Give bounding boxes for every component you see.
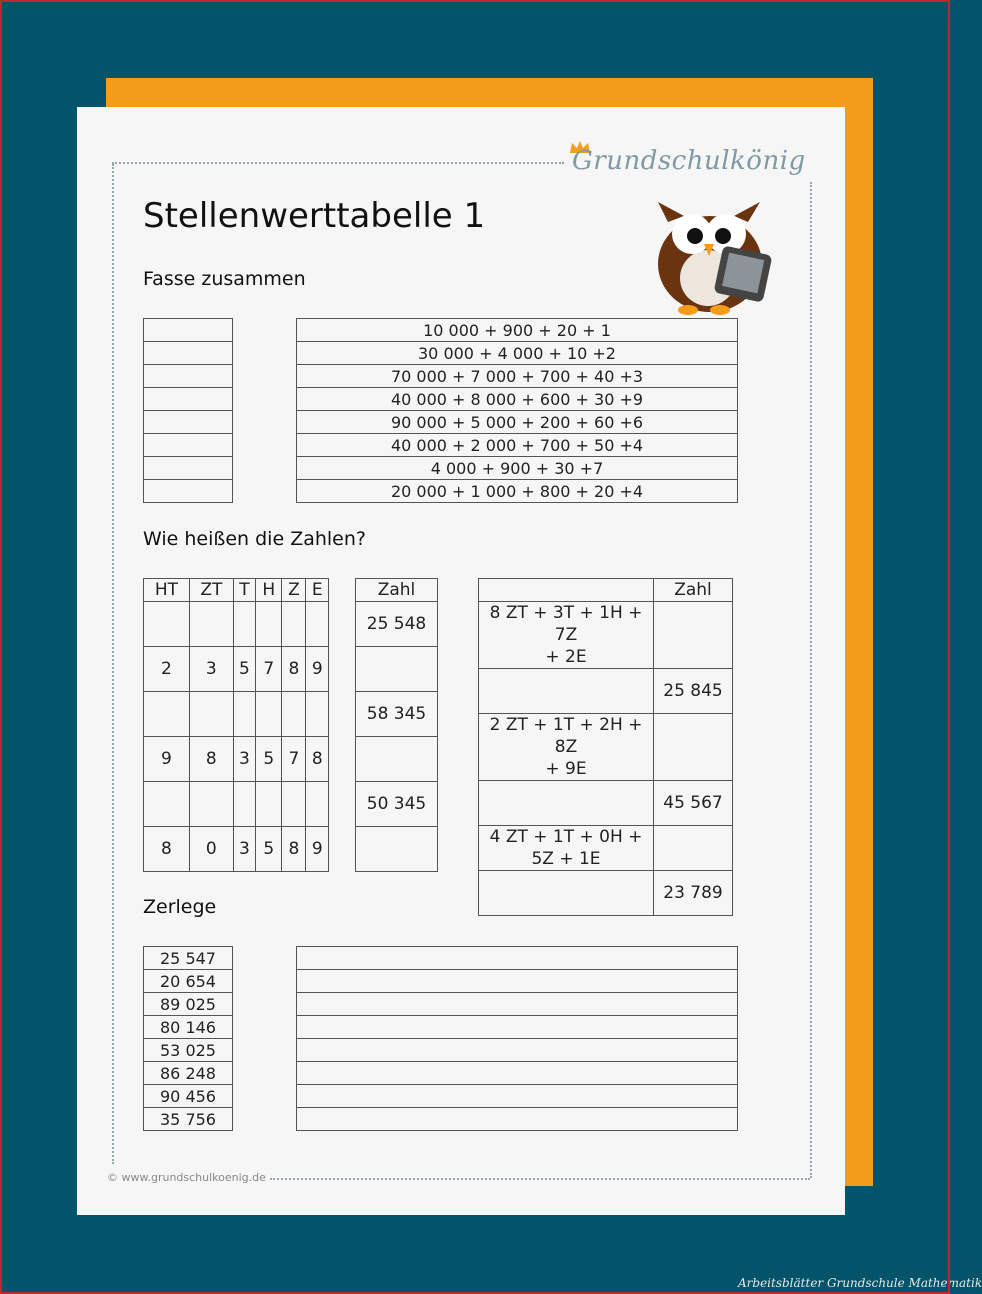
place-header-cell: HT xyxy=(144,579,190,602)
table-row xyxy=(144,827,329,872)
answer-cell xyxy=(144,457,233,480)
expression-line: 5Z + 1E xyxy=(531,849,601,869)
sum-cell: 30 000 + 4 000 + 10 +2 xyxy=(297,342,738,365)
number-cell: 50 345 xyxy=(356,782,438,827)
place-cell: 7 xyxy=(256,647,282,692)
answer-cell xyxy=(297,1039,738,1062)
answer-cell xyxy=(144,411,233,434)
expression-cell xyxy=(479,602,654,669)
combine-sums-table xyxy=(296,318,738,503)
expression-cell xyxy=(479,669,654,714)
table-row xyxy=(144,1108,233,1131)
sum-cell: 40 000 + 8 000 + 600 + 30 +9 xyxy=(297,388,738,411)
place-cell xyxy=(256,602,282,647)
place-cell xyxy=(306,782,329,827)
place-cell: 0 xyxy=(189,827,233,872)
table-row xyxy=(297,1108,738,1131)
table-row xyxy=(297,1062,738,1085)
expression-line: 2 ZT + 1T + 2H + 8Z xyxy=(489,715,643,757)
expression-line: + 9E xyxy=(545,759,587,779)
table-row xyxy=(144,480,233,503)
table-row xyxy=(144,993,233,1016)
table-row xyxy=(297,480,738,503)
place-cell: 9 xyxy=(306,827,329,872)
decompose-number-cell: 20 654 xyxy=(144,970,233,993)
answer-cell xyxy=(144,480,233,503)
place-cell xyxy=(233,782,255,827)
place-cell xyxy=(189,692,233,737)
expression-header-empty xyxy=(479,579,654,602)
place-cell xyxy=(233,602,255,647)
number-table-header: Zahl xyxy=(356,579,438,602)
sum-cell: 4 000 + 900 + 30 +7 xyxy=(297,457,738,480)
table-row xyxy=(297,947,738,970)
answer-cell xyxy=(144,319,233,342)
decompose-number-cell: 90 456 xyxy=(144,1085,233,1108)
expression-table-header: Zahl xyxy=(654,579,733,602)
expression-line: 4 ZT + 1T + 0H + xyxy=(489,827,643,847)
place-cell: 3 xyxy=(233,827,255,872)
expression-number-cell: 45 567 xyxy=(654,781,733,826)
table-row xyxy=(144,692,329,737)
expression-table xyxy=(478,578,733,916)
dotted-border-bottom xyxy=(270,1178,810,1180)
expression-number-cell xyxy=(654,714,733,781)
place-cell xyxy=(233,692,255,737)
place-cell: 7 xyxy=(282,737,306,782)
dotted-border-right xyxy=(810,182,812,1178)
answer-cell xyxy=(144,388,233,411)
decompose-numbers-table xyxy=(143,946,233,1131)
table-row xyxy=(144,434,233,457)
place-header-cell: E xyxy=(306,579,329,602)
place-header-cell: H xyxy=(256,579,282,602)
place-cell xyxy=(306,692,329,737)
decompose-number-cell: 25 547 xyxy=(144,947,233,970)
table-row xyxy=(356,647,438,692)
table-row xyxy=(144,365,233,388)
table-row xyxy=(479,781,733,826)
expression-number-cell xyxy=(654,602,733,669)
place-cell xyxy=(306,602,329,647)
table-row xyxy=(297,365,738,388)
decompose-number-cell: 89 025 xyxy=(144,993,233,1016)
table-row xyxy=(356,692,438,737)
place-cell xyxy=(282,692,306,737)
place-cell: 2 xyxy=(144,647,190,692)
answer-cell xyxy=(144,434,233,457)
place-cell xyxy=(144,782,190,827)
place-cell: 3 xyxy=(233,737,255,782)
place-cell: 8 xyxy=(189,737,233,782)
place-header-cell: T xyxy=(233,579,255,602)
sum-cell: 10 000 + 900 + 20 + 1 xyxy=(297,319,738,342)
combine-answer-table xyxy=(143,318,233,503)
place-cell xyxy=(144,692,190,737)
table-row xyxy=(144,947,233,970)
section-heading-decompose: Zerlege xyxy=(143,896,217,918)
table-row xyxy=(144,411,233,434)
decompose-number-cell: 35 756 xyxy=(144,1108,233,1131)
page-title: Stellenwerttabelle 1 xyxy=(143,196,486,236)
sum-cell: 70 000 + 7 000 + 700 + 40 +3 xyxy=(297,365,738,388)
owl-icon xyxy=(650,194,782,316)
place-cell: 8 xyxy=(282,647,306,692)
expression-line: 8 ZT + 3T + 1H + 7Z xyxy=(489,603,643,645)
brand-logo-text: Grundschulkönig xyxy=(572,146,806,176)
number-cell: 25 548 xyxy=(356,602,438,647)
place-cell xyxy=(144,602,190,647)
expression-cell xyxy=(479,714,654,781)
place-cell: 5 xyxy=(256,827,282,872)
table-row xyxy=(479,871,733,916)
table-row xyxy=(297,457,738,480)
table-row xyxy=(479,714,733,781)
sum-cell: 40 000 + 2 000 + 700 + 50 +4 xyxy=(297,434,738,457)
place-cell xyxy=(282,782,306,827)
table-row xyxy=(297,342,738,365)
decompose-answer-table xyxy=(296,946,738,1131)
table-row xyxy=(144,1016,233,1039)
section-heading-numbers: Wie heißen die Zahlen? xyxy=(143,528,366,550)
table-row xyxy=(144,342,233,365)
place-cell xyxy=(256,782,282,827)
expression-number-cell xyxy=(654,826,733,871)
table-row xyxy=(356,602,438,647)
number-cell: 58 345 xyxy=(356,692,438,737)
table-row xyxy=(479,602,733,669)
table-row xyxy=(356,827,438,872)
table-row xyxy=(297,1085,738,1108)
answer-cell xyxy=(297,1016,738,1039)
table-row xyxy=(356,737,438,782)
place-cell: 8 xyxy=(306,737,329,782)
answer-cell xyxy=(297,947,738,970)
place-cell xyxy=(189,602,233,647)
place-cell: 9 xyxy=(306,647,329,692)
place-cell xyxy=(256,692,282,737)
table-row xyxy=(297,388,738,411)
answer-cell xyxy=(297,1085,738,1108)
table-row xyxy=(297,434,738,457)
dotted-border-top xyxy=(112,162,564,164)
answer-cell xyxy=(297,993,738,1016)
table-row xyxy=(144,1085,233,1108)
place-value-table xyxy=(143,578,329,872)
watermark-text: Arbeitsblätter Grundschule Mathematik xyxy=(738,1276,982,1290)
answer-cell xyxy=(297,1108,738,1131)
place-cell: 9 xyxy=(144,737,190,782)
table-row xyxy=(144,602,329,647)
place-header-cell: Z xyxy=(282,579,306,602)
table-row xyxy=(144,388,233,411)
table-row xyxy=(297,993,738,1016)
table-row xyxy=(144,782,329,827)
table-row xyxy=(479,669,733,714)
table-row xyxy=(297,319,738,342)
expression-number-cell: 23 789 xyxy=(654,871,733,916)
place-cell: 8 xyxy=(282,827,306,872)
number-table xyxy=(355,578,438,872)
decompose-number-cell: 86 248 xyxy=(144,1062,233,1085)
footer-copyright: © www.grundschulkoenig.de xyxy=(107,1171,266,1184)
place-cell: 3 xyxy=(189,647,233,692)
decompose-number-cell: 80 146 xyxy=(144,1016,233,1039)
table-row xyxy=(144,970,233,993)
table-row xyxy=(144,319,233,342)
dotted-border-left xyxy=(112,164,114,1164)
table-row xyxy=(297,970,738,993)
table-row xyxy=(144,457,233,480)
place-cell xyxy=(282,602,306,647)
sum-cell: 90 000 + 5 000 + 200 + 60 +6 xyxy=(297,411,738,434)
number-cell xyxy=(356,647,438,692)
table-row xyxy=(297,1039,738,1062)
section-heading-combine: Fasse zusammen xyxy=(143,268,306,290)
place-header-cell: ZT xyxy=(189,579,233,602)
table-row xyxy=(356,782,438,827)
sum-cell: 20 000 + 1 000 + 800 + 20 +4 xyxy=(297,480,738,503)
table-row xyxy=(144,1039,233,1062)
answer-cell xyxy=(297,1062,738,1085)
table-row xyxy=(144,647,329,692)
answer-cell xyxy=(144,342,233,365)
table-row xyxy=(297,411,738,434)
table-row xyxy=(479,826,733,871)
place-cell xyxy=(189,782,233,827)
place-cell: 5 xyxy=(256,737,282,782)
answer-cell xyxy=(144,365,233,388)
table-row xyxy=(144,737,329,782)
number-cell xyxy=(356,827,438,872)
expression-line: + 2E xyxy=(545,647,587,667)
table-row xyxy=(297,1016,738,1039)
expression-number-cell: 25 845 xyxy=(654,669,733,714)
number-cell xyxy=(356,737,438,782)
expression-cell xyxy=(479,871,654,916)
place-cell: 5 xyxy=(233,647,255,692)
expression-cell xyxy=(479,826,654,871)
place-cell: 8 xyxy=(144,827,190,872)
table-row xyxy=(144,1062,233,1085)
answer-cell xyxy=(297,970,738,993)
decompose-number-cell: 53 025 xyxy=(144,1039,233,1062)
expression-cell xyxy=(479,781,654,826)
